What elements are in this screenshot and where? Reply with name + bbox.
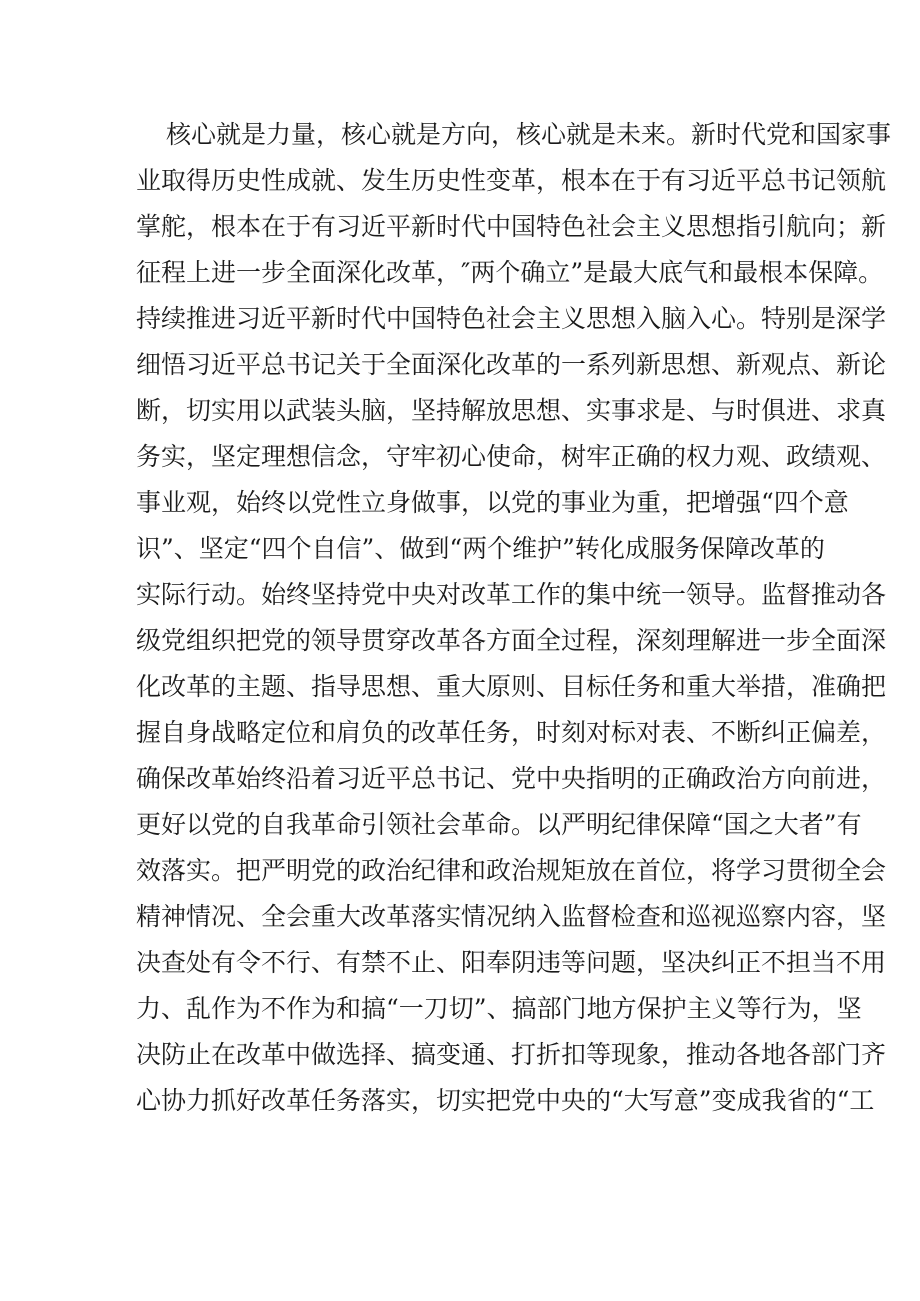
paragraph-line: 务实，坚定理想信念，守牢初心使命，树牢正确的权力观、政绩观、 [136, 442, 887, 471]
body-paragraph [136, 112, 892, 1124]
paragraph-line: 核心就是力量，核心就是方向，核心就是未来。新时代党和国家事 [166, 120, 892, 149]
paragraph-line: 业取得历史性成就、发生历史性变革，根本在于有习近平总书记领航 [136, 166, 887, 195]
paragraph-line: 识”、坚定“四个自信”、做到“两个维护”转化成服务保障改革的 [136, 534, 825, 563]
paragraph-line: 决防止在改革中做选择、搞变通、打折扣等现象，推动各地各部门齐 [136, 1040, 887, 1069]
paragraph-line: 持续推进习近平新时代中国特色社会主义思想入脑入心。特别是深学 [136, 304, 887, 333]
paragraph-line: 握自身战略定位和肩负的改革任务，时刻对标对表、不断纠正偏差， [136, 718, 887, 747]
paragraph-line: 断，切实用以武装头脑，坚持解放思想、实事求是、与时俱进、求真 [136, 396, 887, 425]
paragraph-line: 事业观，始终以党性立身做事，以党的事业为重，把增强“四个意 [136, 488, 849, 517]
paragraph-line: 化改革的主题、指导思想、重大原则、目标任务和重大举措，准确把 [136, 672, 887, 701]
paragraph-line: 决查处有令不行、有禁不止、阳奉阴违等问题，坚决纠正不担当不用 [136, 948, 887, 977]
paragraph-line: 实际行动。始终坚持党中央对改革工作的集中统一领导。监督推动各 [136, 580, 887, 609]
paragraph-line: 效落实。把严明党的政治纪律和政治规矩放在首位，将学习贯彻全会 [136, 856, 887, 885]
paragraph-line: 掌舵，根本在于有习近平新时代中国特色社会主义思想指引航向；新 [136, 212, 887, 241]
paragraph-line: 更好以党的自我革命引领社会革命。以严明纪律保障“国之大者”有 [136, 810, 862, 839]
paragraph-line: 确保改革始终沿着习近平总书记、党中央指明的正确政治方向前进， [136, 764, 887, 793]
paragraph-line: 精神情况、全会重大改革落实情况纳入监督检查和巡视巡察内容，坚 [136, 902, 887, 931]
paragraph-line: 细悟习近平总书记关于全面深化改革的一系列新思想、新观点、新论 [136, 350, 887, 379]
paragraph-line: 级党组织把党的领导贯穿改革各方面全过程，深刻理解进一步全面深 [136, 626, 887, 655]
paragraph-line: 力、乱作为不作为和搞“一刀切”、搞部门地方保护主义等行为，坚 [136, 994, 862, 1023]
paragraph-line: 征程上进一步全面深化改革，″两个确立”是最大底气和最根本保障。 [136, 258, 884, 287]
paragraph-line: 心协力抓好改革任务落实，切实把党中央的“大写意”变成我省的“工 [136, 1086, 875, 1115]
